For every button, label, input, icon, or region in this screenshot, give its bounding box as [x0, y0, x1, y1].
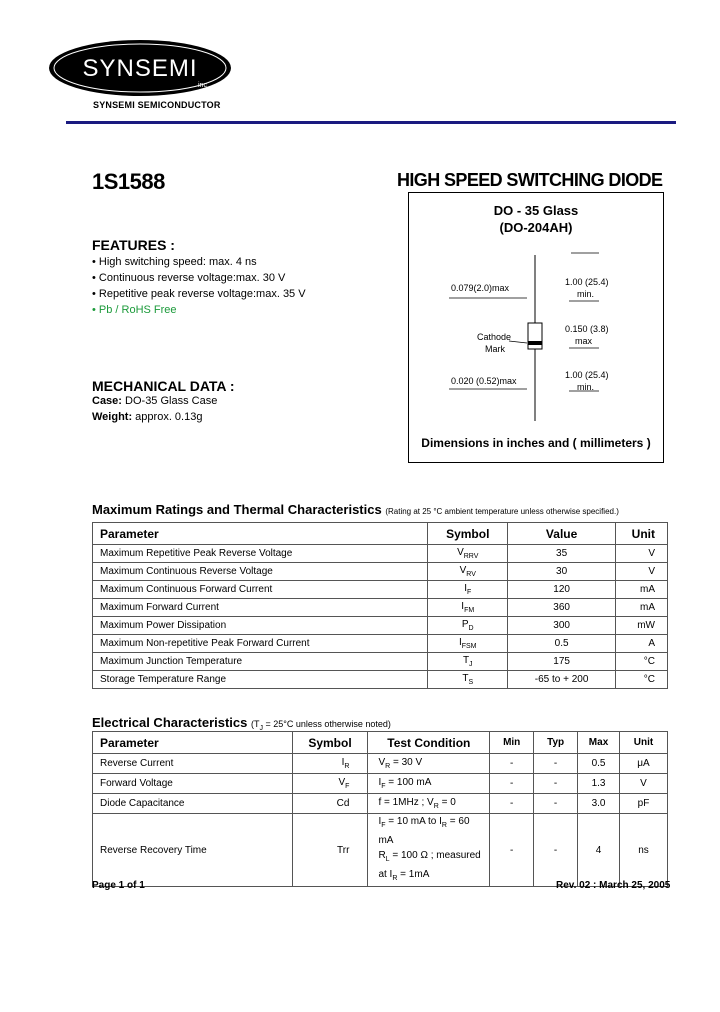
table-row: Maximum Repetitive Peak Reverse Voltage $V_{RRV}$ 35 V	[93, 545, 668, 563]
electrical-title: Electrical Characteristics ($T_J = 25^\circ C$ unless otherwise noted)	[92, 715, 391, 732]
company-name: SYNSEMI SEMICONDUCTOR	[93, 100, 221, 110]
col-test-condition: Test Condition	[368, 732, 490, 754]
ratings-table	[92, 522, 668, 689]
ratings-note: (Rating at 25 °C ambient temperature unless otherwise specified.)	[385, 507, 619, 516]
table-row: Maximum Continuous Reverse Voltage $V_{RV}$ 30 V	[93, 563, 668, 581]
feature-item-rohs: • Pb / RoHS Free	[92, 304, 177, 316]
mech-case: Case: DO-35 Glass Case	[92, 395, 218, 407]
features-title: FEATURES :	[92, 237, 175, 253]
col-typ: Typ	[534, 732, 578, 754]
table-row: Maximum Non-repetitive Peak Forward Current $I_{FSM}$ 0.5 A	[93, 635, 668, 653]
table-row: Maximum Junction Temperature $T_J$ 175 °C	[93, 653, 668, 671]
diode-outline-drawing	[409, 193, 663, 462]
col-unit: Unit	[616, 523, 668, 545]
electrical-note: ($T_J = 25^\circ C$ unless otherwise noted)	[251, 719, 391, 732]
package-outline-box	[408, 192, 664, 463]
table-row: Forward Voltage $V_F$ $I_F = 100$ mA - - 1.3 V	[93, 774, 668, 794]
table-row: Maximum Forward Current $I_{FM}$ 360 mA	[93, 599, 668, 617]
dim-lead-top: 1.00 (25.4)	[565, 277, 609, 287]
header-rule	[66, 121, 676, 124]
dim-lead-top-min: min.	[577, 289, 595, 299]
logo-text: SYNSEMI	[82, 55, 198, 82]
dimensions-note: Dimensions in inches and ( millimeters )	[421, 436, 651, 450]
logo-sub: inc	[198, 82, 207, 89]
table-row: Diode Capacitance Cd f = 1MHz ; $V_R = 0$ - - 3.0 pF	[93, 794, 668, 814]
mechanical-title: MECHANICAL DATA :	[92, 378, 235, 394]
mark-label: Mark	[485, 344, 505, 354]
feature-item: • Continuous reverse voltage:max. 30 V	[92, 272, 286, 284]
col-max: Max	[578, 732, 620, 754]
dim-lead-bottom: 1.00 (25.4)	[565, 370, 609, 380]
table-row: Reverse Current $I_R$ $V_R = 30$ V - - 0.5 μA	[93, 754, 668, 774]
synsemi-logo	[48, 39, 232, 97]
cathode-label: Cathode	[477, 332, 512, 342]
table-header-row	[93, 523, 668, 545]
mech-weight: Weight: approx. 0.13g	[92, 411, 203, 423]
feature-item: • Repetitive peak reverse voltage:max. 35 V	[92, 288, 306, 300]
electrical-table	[92, 731, 668, 887]
col-min: Min	[490, 732, 534, 754]
document-title: HIGH SPEED SWITCHING DIODE	[397, 170, 663, 190]
dim-body-diameter: 0.079(2.0)max	[451, 283, 510, 293]
dim-lead-diameter: 0.020 (0.52)max	[451, 376, 517, 386]
table-row: Maximum Continuous Forward Current $I_F$ 120 mA	[93, 581, 668, 599]
page-number: Page 1 of 1	[92, 880, 145, 891]
ratings-title: Maximum Ratings and Thermal Characteristics (Rating at 25 °C ambient temperature unless otherwise specified.)	[92, 502, 619, 517]
col-parameter: Parameter	[93, 523, 428, 545]
col-symbol: Symbol	[292, 732, 368, 754]
table-row: Maximum Power Dissipation $P_D$ 300 mW	[93, 617, 668, 635]
package-code: (DO-204AH)	[499, 220, 573, 235]
feature-item: • High switching speed: max. 4 ns	[92, 256, 257, 268]
table-row: Reverse Recovery Time Trr $I_F = 10$ mA to $I_R = 60$ mA $R_L = 100$ Ω ; measured at $I_R = 1mA$ - - 4 ns	[93, 814, 668, 887]
col-unit: Unit	[620, 732, 668, 754]
col-value: Value	[508, 523, 616, 545]
package-name: DO - 35 Glass	[493, 203, 579, 218]
part-number: 1S1588	[92, 169, 165, 194]
dim-body-length: 0.150 (3.8)	[565, 324, 609, 334]
table-row: Storage Temperature Range $T_S$ -65 to + 200 °C	[93, 671, 668, 689]
table-header-row	[93, 732, 668, 754]
col-parameter: Parameter	[93, 732, 293, 754]
dim-body-length-max: max	[575, 336, 593, 346]
dim-lead-bottom-min: min.	[577, 382, 595, 392]
revision-date: Rev. 02 : March 25, 2005	[556, 880, 671, 891]
col-symbol: Symbol	[428, 523, 508, 545]
